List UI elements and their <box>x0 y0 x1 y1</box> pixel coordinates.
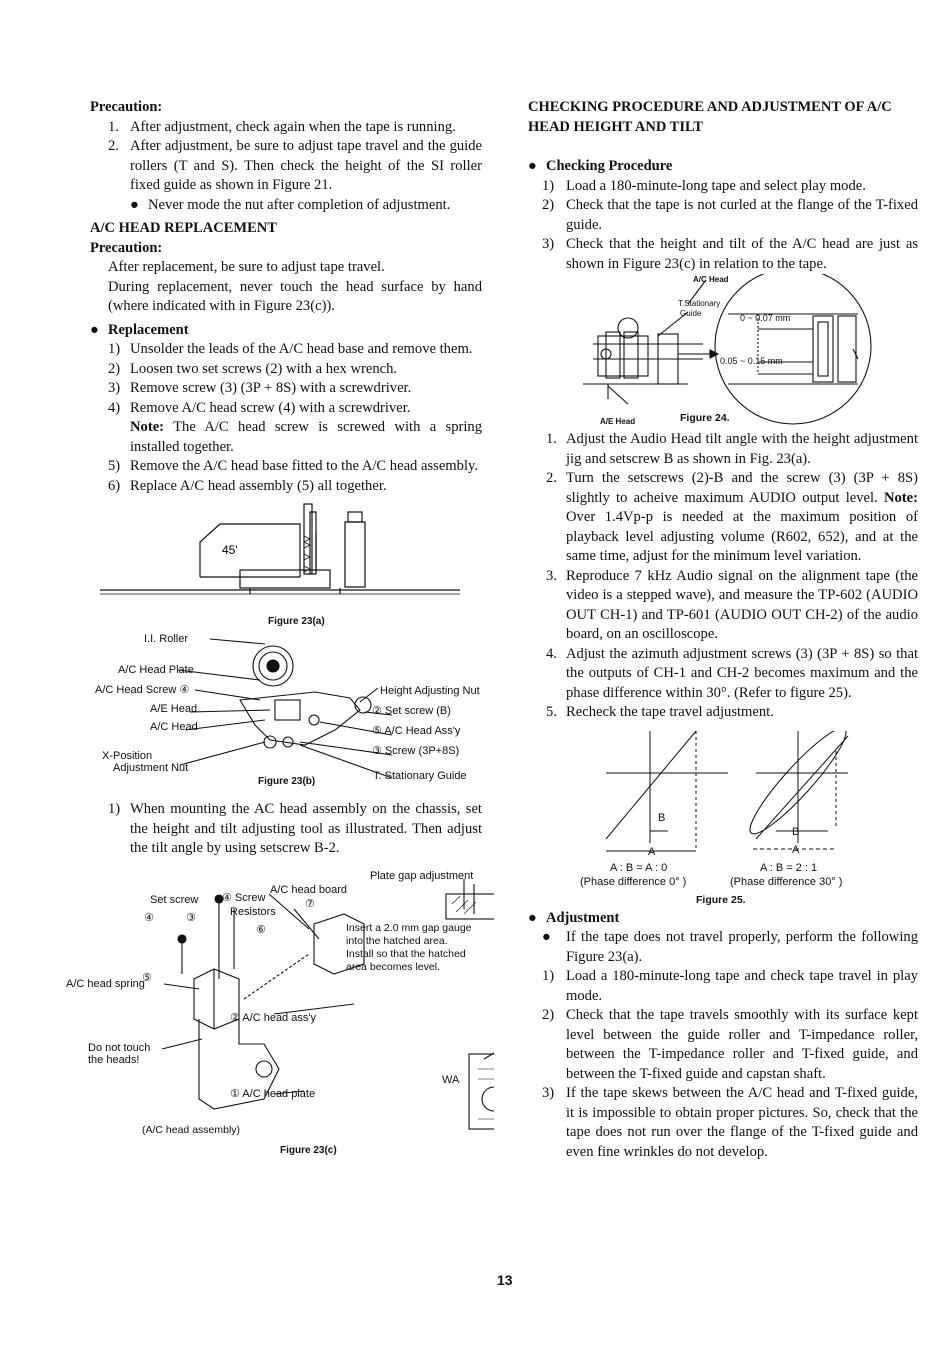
section-heading: CHECKING PROCEDURE AND ADJUSTMENT OF A/C <box>528 99 892 115</box>
right-column <box>528 98 918 1162</box>
label-head-assembly: (A/C head assembly) <box>142 1123 241 1136</box>
label-insert-1: Insert a 2.0 mm gap gauge <box>346 921 472 934</box>
label-num-5: ⑤ <box>142 971 152 984</box>
page-number: 13 <box>497 1272 513 1288</box>
label-a-right: A <box>792 843 800 856</box>
figure-25-drawing <box>528 731 918 871</box>
label-head-assy: ② A/C head ass'y <box>230 1011 316 1024</box>
precaution-heading: Precaution: <box>90 239 163 256</box>
note: Note: The A/C head screw is screwed with a spring installed together. <box>130 419 482 455</box>
text-line: After replacement, be sure to adjust tape travel. <box>108 259 385 275</box>
list-item: 2. After adjustment, be sure to adjust tape travel and the guide rollers (T and S). Then check the height of the SI roller fixed guide as shown in Figure 21. <box>108 138 482 193</box>
label-gap-1: 0 ~ 0.07 mm <box>740 313 791 323</box>
list-item: 3) Remove screw (3) (3P + 8S) with a screwdriver. <box>108 380 412 396</box>
step-item: 3. Reproduce 7 kHz Audio signal on the alignment tape (the video is a stepped wave), and measure the TP-602 (AUDIO OUT CH-1) and TP-601 (AUDIO OUT CH-2) of the audio board, on an oscilloscope. <box>546 567 918 642</box>
list-item: 2) Check that the tape travels smoothly with its surface kept level between the guide roller and T-impedance roller, between the T-impedance roller and T-fixed guide, and between the T-fixed guide and capstan shaft. <box>542 1007 918 1082</box>
figure-caption: Figure 24. <box>680 412 730 424</box>
label-insert-4: area becomes level. <box>346 960 440 973</box>
label-resistors: Resistors <box>230 905 276 918</box>
figure-caption: Figure 25. <box>696 893 746 906</box>
label-head-board: A/C head board <box>270 883 348 896</box>
figure-caption: Figure 23(a) <box>268 616 325 627</box>
figure-25 <box>528 731 918 917</box>
label-t-guide: T. Stationary Guide <box>373 770 467 782</box>
label-ae-head: A/E Head <box>600 417 636 426</box>
label-set-screw: ② Set screw (B) <box>372 705 451 717</box>
precaution-heading: Precaution: <box>90 99 163 115</box>
subsection-heading: ● Adjustment <box>528 909 620 926</box>
label-screw: ④ Screw <box>222 891 266 904</box>
label-t-guide-2: Guide <box>680 309 702 318</box>
label-x-position: X-Position <box>102 750 153 762</box>
label-left-ratio: A : B = A : 0 <box>610 861 668 874</box>
left-column <box>66 98 482 1169</box>
label-num-6: ⑥ <box>256 923 266 936</box>
list-item: 1) When mounting the AC head assembly on the chassis, set the height and tilt adjusting tool as illustrated. Then adjust the tilt angle by using setscrew B-2. <box>108 801 482 856</box>
label-t-guide-1: T.Stationary <box>678 299 721 308</box>
label-do-not-touch-1: Do not touch <box>88 1041 151 1054</box>
step-item: 2. Turn the setscrews (2)-B and the screw (3) (3P + 8S) slightly to acheive maximum AUDIO output level. Note: Over 1.4Vp-p is needed at the maximum position of playback level adjusting volume (R602, 652), and at the same time, adjust for the minimum level variation. <box>546 470 918 564</box>
label-screw-3p8s: ③ Screw (3P+8S) <box>372 745 460 757</box>
label-set-screw: Set screw <box>150 893 199 906</box>
label-b-right: B <box>792 825 800 838</box>
figure-caption: Figure 23(b) <box>258 776 316 787</box>
label-ae-head: A/E Head <box>150 703 198 715</box>
subsection-heading: ● Replacement <box>90 321 189 338</box>
list-item: 3) If the tape skews between the A/C head and T-fixed guide, it is impossible to obtain proper pictures. So, check that the tape does not run over the flange of the T-fixed guide and even fine wrinkles do not develop. <box>542 1085 918 1160</box>
label-head-assy: ⑤ A/C Head Ass'y <box>372 725 461 737</box>
figure-caption: Figure 23(c) <box>280 1144 337 1156</box>
label-adjustment-nut: Adjustment Nut <box>113 762 189 774</box>
label-left-phase: (Phase difference 0° ) <box>580 875 687 888</box>
list-item: 4) Remove A/C head screw (4) with a screwdriver. <box>108 399 411 416</box>
label-b-left: B <box>658 811 666 824</box>
label-ii-roller: I.I. Roller <box>144 633 189 645</box>
bullet-item: ● Never mode the nut after completion of adjustment. <box>130 196 451 213</box>
list-item: 2) Loosen two set screws (2) with a hex wrench. <box>108 360 398 377</box>
label-plate-gap: Plate gap adjustment <box>370 869 474 882</box>
label-head-plate: ① A/C head plate <box>230 1087 316 1100</box>
list-item: 2) Check that the tape is not curled at the flange of the T-fixed guide. <box>542 197 918 233</box>
step-item: 1. Adjust the Audio Head tilt angle with the height adjustment jig and setscrew B as shown in Fig. 23(a). <box>546 431 918 467</box>
list-item: 3) Check that the height and tilt of the A/C head are just as shown in Figure 23(c) in relation to the tape. <box>542 236 918 272</box>
label-right-phase: (Phase difference 30° ) <box>730 875 843 888</box>
section-heading: A/C HEAD REPLACEMENT <box>90 220 277 236</box>
label-num-4: ④ <box>144 911 154 924</box>
figure-23a <box>90 502 482 630</box>
list-item: 1) Unsolder the leads of the A/C head base and remove them. <box>108 341 473 357</box>
label-insert-2: into the hatched area. <box>346 934 448 947</box>
angle-label: 45' <box>222 543 238 557</box>
label-right-ratio: A : B = 2 : 1 <box>760 861 818 874</box>
label-a-left: A <box>648 845 656 858</box>
figure-23a-drawing <box>90 502 482 612</box>
label-head-spring: A/C head spring <box>66 977 145 990</box>
section-heading-2: HEAD HEIGHT AND TILT <box>528 118 704 135</box>
label-height-nut: Height Adjusting Nut <box>380 685 480 697</box>
label-ac-head: A/C Head <box>150 721 198 733</box>
figure-23c <box>66 869 482 1169</box>
label-head-screw: A/C Head Screw ④ <box>95 684 190 696</box>
step-item: 4. Adjust the azimuth adjustment screws (3) (3P + 8S) so that the outputs of CH-1 and CH-2 becomes maximum and the phase difference within 30°. (Refer to figure 25). <box>546 645 918 701</box>
figure-23b <box>90 630 482 800</box>
bullet-item: ● If the tape does not travel properly, perform the following Figure 23(a). <box>542 929 918 965</box>
label-ac-head: A/C Head <box>693 275 729 284</box>
label-num-3: ③ <box>186 911 196 924</box>
label-do-not-touch-2: the heads! <box>88 1053 140 1066</box>
label-head-plate: A/C Head Plate <box>118 664 194 676</box>
text-line: During replacement, never touch the head surface by hand (where indicated with in Figure 23(c)). <box>108 278 482 314</box>
list-item: 1. After adjustment, check again when the tape is running. <box>108 118 456 135</box>
label-insert-3: Install so that the hatched <box>346 947 466 960</box>
list-item: 6) Replace A/C head assembly (5) all together. <box>108 477 387 494</box>
label-gap-2: 0.05 ~ 0.15 mm <box>720 356 783 366</box>
figure-24 <box>528 274 918 442</box>
list-item: 1) Load a 180-minute-long tape and check tape travel in play mode. <box>542 968 918 1004</box>
list-item: 5) Remove the A/C head base fitted to the A/C head assembly. <box>108 458 479 474</box>
label-wa: WA <box>442 1073 460 1086</box>
label-num-7: ⑦ <box>305 897 315 910</box>
list-item: 1) Load a 180-minute-long tape and select play mode. <box>542 177 866 194</box>
step-item: 5. Recheck the tape travel adjustment. <box>546 704 774 720</box>
subsection-heading: ● Checking Procedure <box>528 158 673 174</box>
